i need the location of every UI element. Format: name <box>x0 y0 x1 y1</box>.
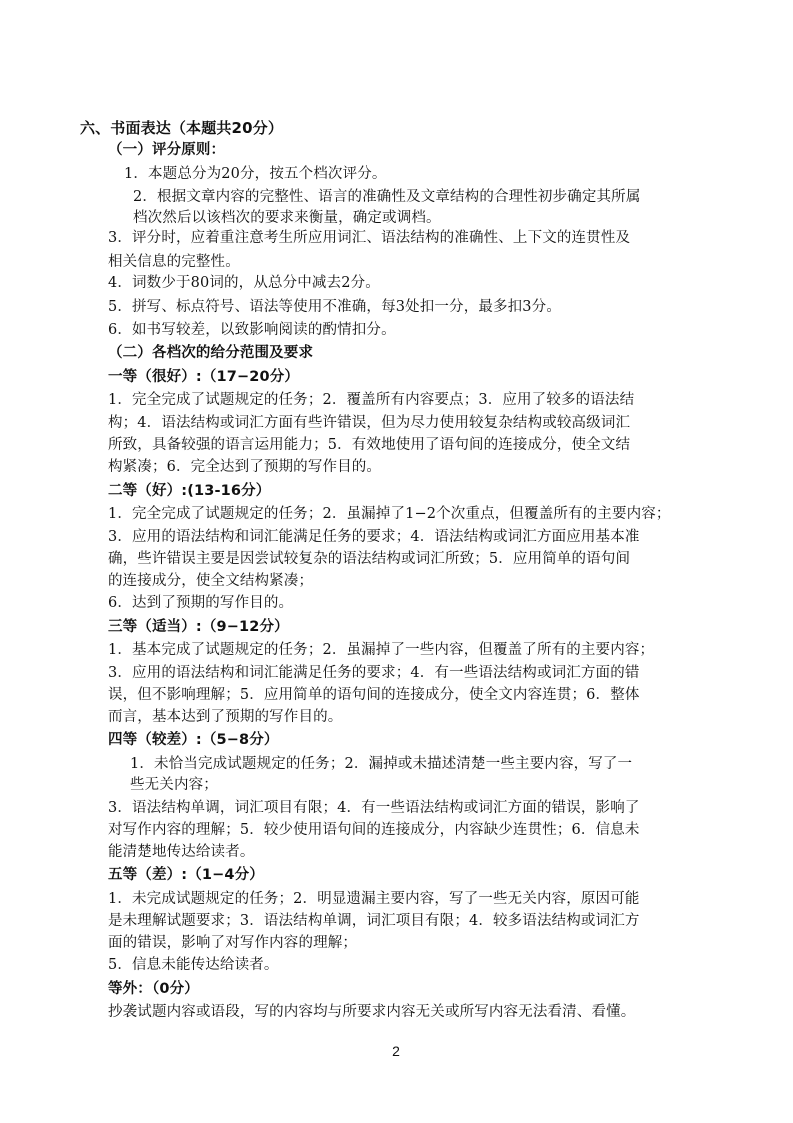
principle-line: 3．评分时，应着重注意考生所应用词汇、语法结构的准确性、上下文的连贯性及 <box>108 230 631 246</box>
level-title: 二等（好）:(13-16分） <box>108 483 271 499</box>
level-line: 构；4．语法结构或词汇方面有些许错误，但为尽力使用较复杂结构或较高级词汇 <box>108 415 631 431</box>
principle-line: 6．如书写较差，以致影响阅读的酌情扣分。 <box>108 322 396 338</box>
levels-heading: （二）各档次的给分范围及要求 <box>108 345 314 361</box>
section-title: 六、书面表达（本题共20分） <box>80 119 283 137</box>
level-line: 1．未完成试题规定的任务；2．明显遗漏主要内容，写了一些无关内容，原因可能 <box>108 891 640 907</box>
level-line: 3．应用的语法结构和词汇能满足任务的要求；4．语法结构或词汇方面应用基本准 <box>108 529 640 545</box>
principle-line: 档次然后以该档次的要求来衡量，确定或调档。 <box>133 210 441 226</box>
level-line: 面的错误，影响了对写作内容的理解； <box>108 935 358 951</box>
principle-line: 1．本题总分为20分，按五个档次评分。 <box>124 166 387 182</box>
level-line: 的连接成分，使全文结构紧凑； <box>108 573 314 589</box>
level-line: 而言，基本达到了预期的写作目的。 <box>108 709 343 725</box>
principles-heading: （一）评分原则： <box>108 142 226 158</box>
level-line: 3．语法结构单调，词汇项目有限；4．有一些语法结构或词汇方面的错误，影响了 <box>108 800 640 816</box>
level-line: 6．达到了预期的写作目的。 <box>108 595 294 611</box>
level-title: 一等（很好）:（17−20分） <box>108 369 300 385</box>
level-title: 四等（较差）:（5−8分） <box>108 732 279 748</box>
level-line: 1．完全完成了试题规定的任务；2．覆盖所有内容要点；3．应用了较多的语法结 <box>108 392 635 408</box>
level-title: 等外：（0分） <box>108 981 199 997</box>
level-line: 能清楚地传达给读者。 <box>108 844 255 860</box>
level-line: 3．应用的语法结构和词汇能满足任务的要求；4．有一些语法结构或词汇方面的错 <box>108 665 640 681</box>
level-line: 抄袭试题内容或语段，写的内容均与所要求内容无关或所写内容无法看清、看懂。 <box>108 1004 636 1020</box>
level-line: 是未理解试题要求；3．语法结构单调，词汇项目有限；4．较多语法结构或词汇方 <box>108 913 640 929</box>
level-line: 些无关内容； <box>130 777 218 793</box>
level-line: 1．未恰当完成试题规定的任务；2．漏掉或未描述清楚一些主要内容，写了一 <box>130 756 633 772</box>
level-title: 五等（差）:（1−4分） <box>108 867 264 883</box>
level-line: 对写作内容的理解；5．较少使用语句间的连接成分，内容缺少连贯性；6．信息未 <box>108 822 640 838</box>
principle-line: 4．词数少于80词的，从总分中减去2分。 <box>108 275 380 291</box>
level-title: 三等（适当）:（9−12分） <box>108 619 289 635</box>
page-number: 2 <box>392 1043 400 1059</box>
level-line: 构紧凑；6．完全达到了预期的写作目的。 <box>108 459 382 475</box>
level-line: 确，些许错误主要是因尝试较复杂的语法结构或词汇所致；5．应用简单的语句间 <box>108 551 631 567</box>
principle-line: 相关信息的完整性。 <box>108 254 240 270</box>
level-line: 5．信息未能传达给读者。 <box>108 957 279 973</box>
principle-line: 5．拼写、标点符号、语法等使用不准确，每3处扣一分，最多扣3分。 <box>108 299 561 315</box>
level-line: 所致，具备较强的语言运用能力；5．有效地使用了语句间的连接成分，使全文结 <box>108 437 631 453</box>
principle-line: 2．根据文章内容的完整性、语言的准确性及文章结构的合理性初步确定其所属 <box>133 189 641 205</box>
level-line: 1．基本完成了试题规定的任务；2．虽漏掉了一些内容，但覆盖了所有的主要内容； <box>108 642 655 658</box>
level-line: 1．完全完成了试题规定的任务；2．虽漏掉了1−2个次重点，但覆盖所有的主要内容； <box>108 506 671 522</box>
level-line: 误，但不影响理解；5．应用简单的语句间的连接成分，使全文内容连贯；6．整体 <box>108 687 640 703</box>
